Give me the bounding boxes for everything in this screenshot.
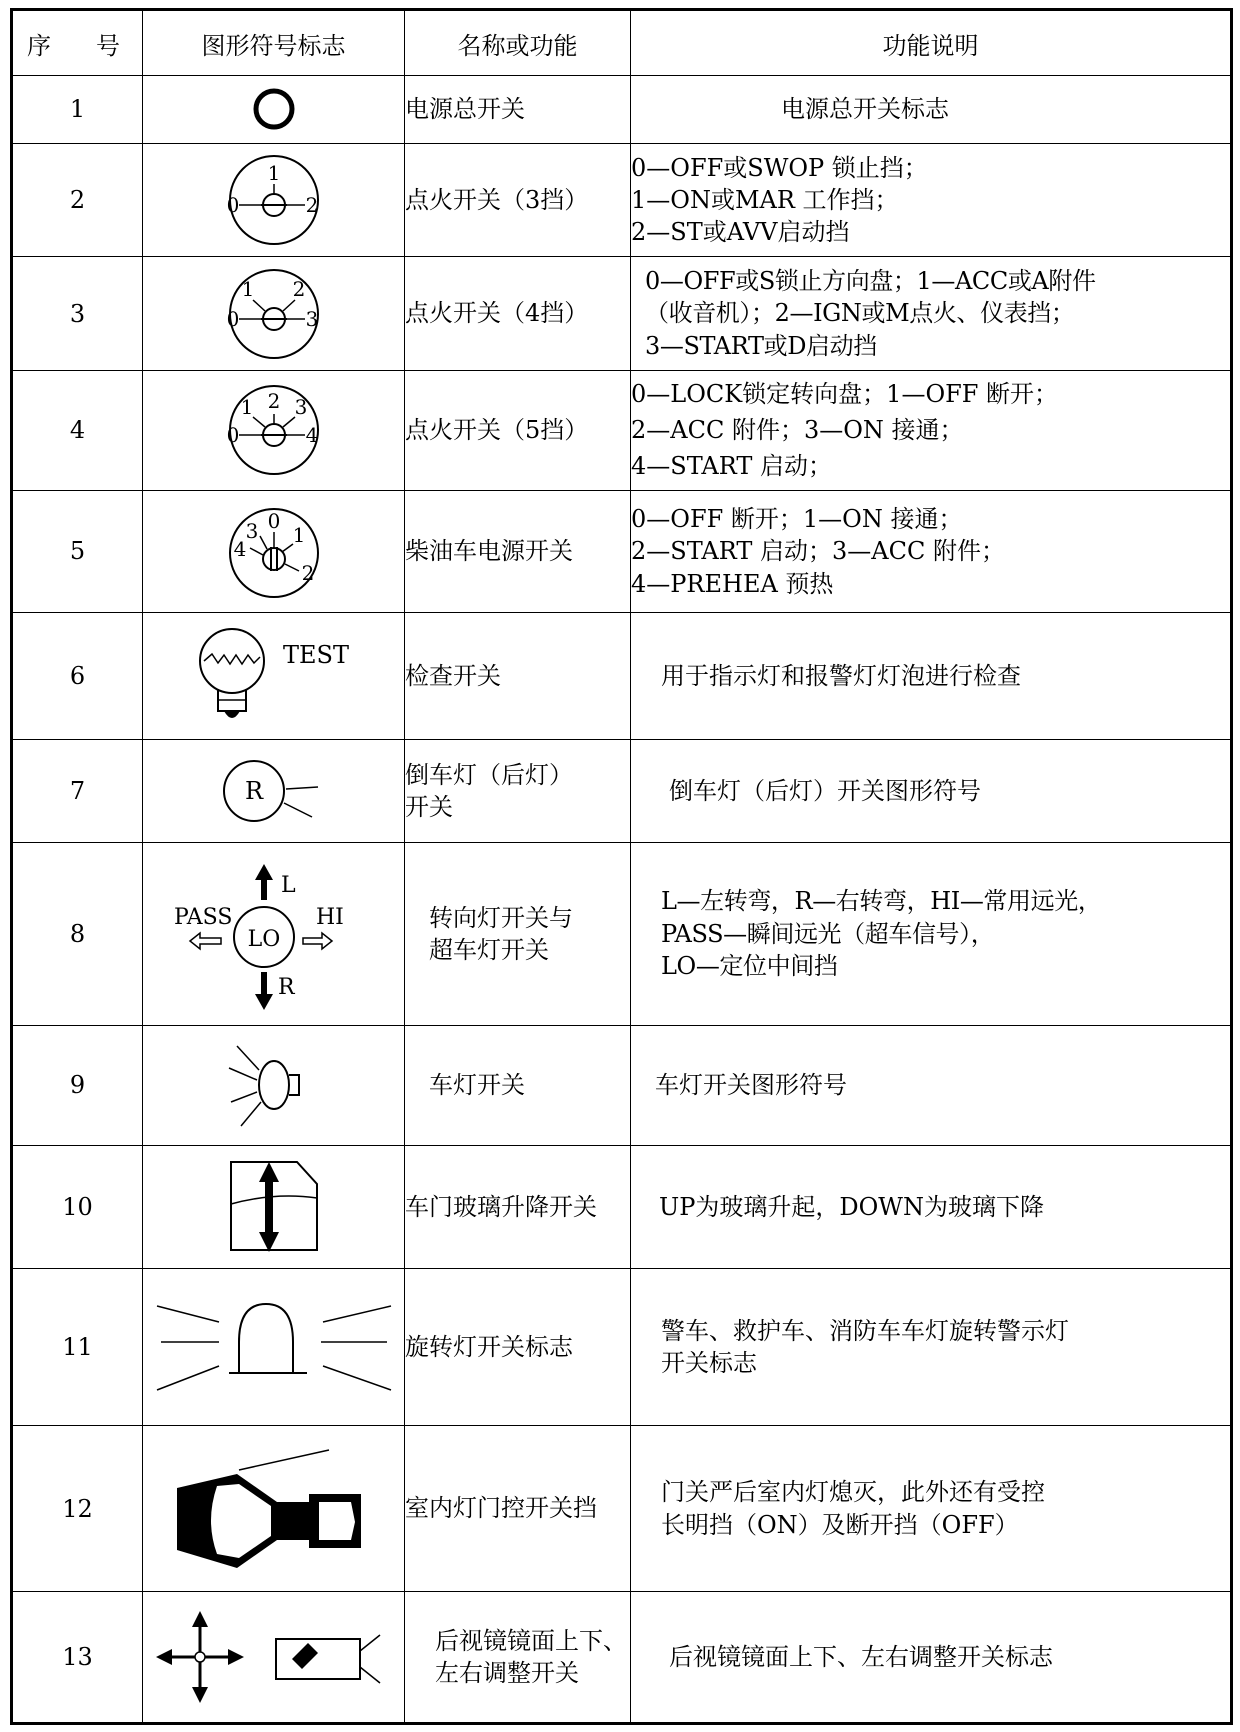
table-row: [12, 257, 1232, 371]
function-description: 门关严后室内灯熄灭，此外还有受控 长明挡（ON）及断开挡（OFF）: [631, 1425, 1232, 1591]
symbol-cell: [143, 76, 405, 144]
hi-label: HI: [315, 904, 344, 930]
ignition-switch-3-position-icon: [219, 148, 329, 252]
symbol-cell: [143, 1425, 405, 1591]
symbol-cell: [143, 1268, 405, 1425]
left-label: L: [280, 872, 296, 898]
table-row: [12, 1025, 1232, 1146]
position-label-2: 2: [267, 389, 280, 414]
table-row: [12, 490, 1232, 613]
arrow-left-icon: [190, 933, 221, 949]
position-label-4: 4: [305, 423, 318, 448]
position-label-3: 3: [305, 306, 318, 331]
row-number: 12: [12, 1425, 143, 1591]
function-name: 检查开关: [405, 613, 631, 740]
header-number-b: 号: [96, 31, 120, 60]
function-name: 点火开关（5挡）: [405, 370, 631, 490]
test-bulb-icon: [174, 621, 374, 731]
row-number: 1: [12, 76, 143, 144]
function-description: 0—LOCK锁定转向盘；1—OFF 断开； 2—ACC 附件；3—ON 接通； 4—START 启动；: [631, 370, 1232, 490]
table-row: [12, 1425, 1232, 1591]
function-description: 用于指示灯和报警灯灯泡进行检查: [631, 613, 1232, 740]
function-description: 电源总开关标志: [631, 76, 1232, 144]
function-description: 警车、救护车、消防车车灯旋转警示灯 开关标志: [631, 1268, 1232, 1425]
position-label-1: 1: [292, 523, 305, 548]
function-description: 0—OFF 断开；1—ON 接通； 2—START 启动；3—ACC 附件； 4—PREHEA 预热: [631, 490, 1232, 613]
ignition-switch-4-position-icon: [219, 262, 329, 366]
function-description: L—左转弯，R—右转弯，HI—常用远光， PASS—瞬间远光（超车信号）， LO—定位中间挡: [631, 843, 1232, 1025]
header-description: 功能说明: [631, 10, 1232, 76]
reverse-light-icon: [214, 751, 334, 831]
arrow-up-icon: [192, 1611, 208, 1627]
row-number: 8: [12, 843, 143, 1025]
row-number: 10: [12, 1146, 143, 1269]
symbol-cell: [143, 843, 405, 1025]
lo-label: LO: [247, 926, 280, 952]
table-row: [12, 613, 1232, 740]
table-row: [12, 843, 1232, 1025]
position-label-2: 2: [292, 276, 305, 301]
test-label: TEST: [282, 640, 349, 669]
function-name: 室内灯门控开关挡: [405, 1425, 631, 1591]
function-name: 车门玻璃升降开关: [405, 1146, 631, 1269]
function-description: 车灯开关图形符号: [631, 1025, 1232, 1146]
function-description: 0—OFF或S锁止方向盘；1—ACC或A附件 （收音机）；2—IGN或M点火、仪表挡； 3—START或D启动挡: [631, 257, 1232, 371]
arrow-left-icon: [156, 1649, 172, 1665]
row-number: 11: [12, 1268, 143, 1425]
row-number: 6: [12, 613, 143, 740]
pass-label: PASS: [173, 904, 232, 930]
row-number: 3: [12, 257, 143, 371]
position-label-3: 3: [294, 395, 307, 420]
position-label-2: 2: [301, 561, 314, 586]
position-label-1: 1: [267, 161, 280, 186]
symbol-cell: [143, 1025, 405, 1146]
rotating-beacon-icon: [149, 1292, 399, 1402]
mirror-adjust-icon: [154, 1607, 394, 1707]
function-name: 旋转灯开关标志: [405, 1268, 631, 1425]
header-name: 名称或功能: [405, 10, 631, 76]
reverse-label: R: [244, 777, 263, 805]
symbol-cell: [143, 490, 405, 613]
function-description: 倒车灯（后灯）开关图形符号: [631, 739, 1232, 842]
symbol-table: [10, 8, 1233, 1725]
row-number: 7: [12, 739, 143, 842]
row-number: 2: [12, 143, 143, 257]
function-name: 倒车灯（后灯） 开关: [405, 739, 631, 842]
table-row: [12, 1146, 1232, 1269]
header-number-a: 序: [27, 31, 51, 60]
header-symbol: 图形符号标志: [143, 10, 405, 76]
function-name: 点火开关（4挡）: [405, 257, 631, 371]
position-label-3: 3: [245, 519, 258, 544]
turn-signal-switch-icon: [164, 854, 384, 1014]
function-description: UP为玻璃升起，DOWN为玻璃下降: [631, 1146, 1232, 1269]
symbol-cell: [143, 613, 405, 740]
table-row: [12, 1592, 1232, 1724]
power-ring-icon: [244, 84, 304, 134]
function-name: 电源总开关: [405, 76, 631, 144]
symbol-cell: [143, 1592, 405, 1724]
headlight-bulb-icon: [219, 1030, 329, 1140]
right-label: R: [277, 974, 295, 1000]
position-label-0: 0: [267, 509, 280, 534]
function-name: 车灯开关: [405, 1025, 631, 1146]
position-label-0: 0: [226, 193, 239, 218]
table-row: [12, 370, 1232, 490]
symbol-cell: [143, 257, 405, 371]
arrow-up-icon: [255, 864, 273, 900]
position-label-0: 0: [226, 306, 239, 331]
position-label-4: 4: [233, 537, 246, 562]
row-number: 4: [12, 370, 143, 490]
table-row: [12, 143, 1232, 257]
table-row: [12, 76, 1232, 144]
table-row: [12, 1268, 1232, 1425]
function-name: 柴油车电源开关: [405, 490, 631, 613]
position-label-1: 1: [241, 276, 254, 301]
function-description: 后视镜镜面上下、左右调整开关标志: [631, 1592, 1232, 1724]
diesel-power-switch-icon: [219, 496, 329, 606]
dome-light-icon: [169, 1444, 379, 1574]
function-name: 转向灯开关与 超车灯开关: [405, 843, 631, 1025]
function-name: 后视镜镜面上下、 左右调整开关: [405, 1592, 631, 1724]
ignition-switch-5-position-icon: [219, 377, 329, 483]
header-row: [12, 10, 1232, 76]
header-number: [12, 10, 143, 76]
row-number: 9: [12, 1025, 143, 1146]
symbol-cell: [143, 739, 405, 842]
position-label-0: 0: [226, 423, 239, 448]
symbol-cell: [143, 143, 405, 257]
row-number: 5: [12, 490, 143, 613]
row-number: 13: [12, 1592, 143, 1724]
up-down-arrow-icon: [259, 1162, 279, 1252]
arrow-right-icon: [303, 933, 332, 949]
arrow-down-icon: [255, 972, 273, 1010]
position-label-2: 2: [305, 193, 318, 218]
function-description: 0—OFF或SWOP 锁止挡； 1—ON或MAR 工作挡； 2—ST或AVV启动挡: [631, 143, 1232, 257]
power-window-icon: [219, 1152, 329, 1262]
table-row: [12, 739, 1232, 842]
function-name: 点火开关（3挡）: [405, 143, 631, 257]
position-label-1: 1: [240, 395, 253, 420]
symbol-cell: [143, 1146, 405, 1269]
symbol-cell: [143, 370, 405, 490]
arrow-right-icon: [228, 1649, 244, 1665]
arrow-down-icon: [192, 1687, 208, 1703]
